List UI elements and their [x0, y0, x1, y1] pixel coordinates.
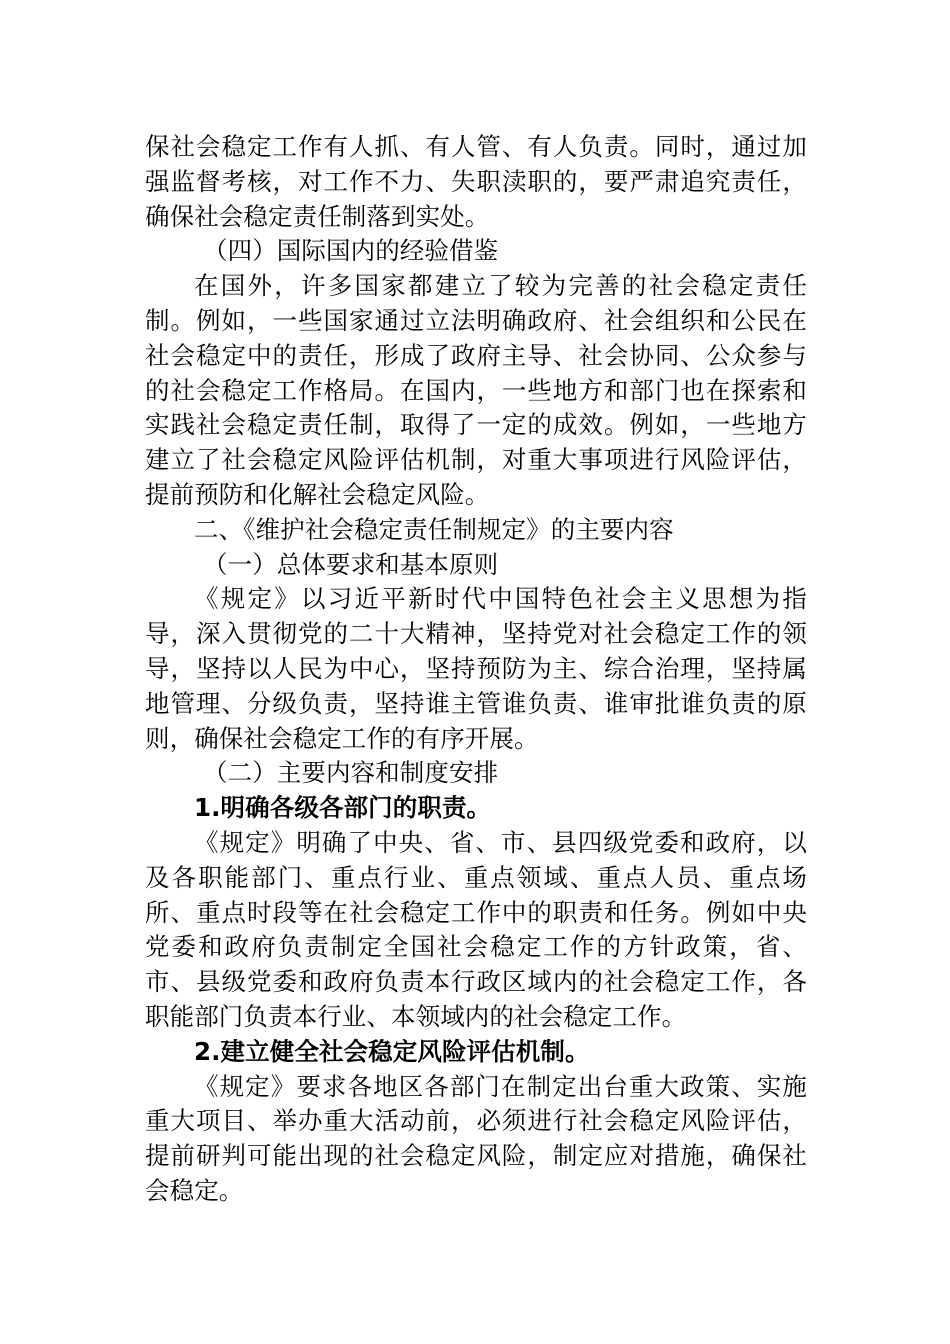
chapter-heading-main-content: 二、《维护社会稳定责任制规定》的主要内容: [194, 514, 674, 544]
section-heading-international-experience: （四）国际国内的经验借鉴: [203, 236, 499, 266]
paragraph-continuation: 保社会稳定工作有人抓、有人管、有人负责。同时，通过加强监督考核，对工作不力、失职渎职的，要严肃追究责任，确保社会稳定责任制落到实处。: [145, 132, 807, 231]
paragraph-risk-assessment: 《规定》要求各地区各部门在制定出台重大政策、实施重大项目、举办重大活动前，必须进行社会稳定风险评估，提前研判可能出现的社会稳定风险，制定应对措施，确保社会稳定。: [145, 1071, 807, 1205]
document-body: [145, 130, 807, 1209]
paragraph-international-experience: 在国外，许多国家都建立了较为完善的社会稳定责任制。例如，一些国家通过立法明确政府、社会组织和公民在社会稳定中的责任，形成了政府主导、社会协同、公众参与的社会稳定工作格局。在国内，一些地方和部门也在探索和实践社会稳定责任制，取得了一定的成效。例如，一些地方建立了社会稳定风险评估机制，对重大事项进行风险评估，提前预防和化解社会稳定风险。: [145, 271, 807, 509]
item-heading-responsibilities: 1.明确各级各部门的职责。: [194, 793, 492, 823]
paragraph-general-requirements: 《规定》以习近平新时代中国特色社会主义思想为指导，深入贯彻党的二十大精神，坚持党对社会稳定工作的领导，坚持以人民为中心，坚持预防为主、综合治理，坚持属地管理、分级负责，坚持谁主管谁负责、谁审批谁负责的原则，确保社会稳定工作的有序开展。: [145, 584, 807, 753]
paragraph-responsibilities: 《规定》明确了中央、省、市、县四级党委和政府，以及各职能部门、重点行业、重点领域、重点人员、重点场所、重点时段等在社会稳定工作中的职责和任务。例如中央党委和政府负责制定全国社会稳定工作的方针政策，省、市、县级党委和政府负责本行政区域内的社会稳定工作，各职能部门负责本行业、本领域内的社会稳定工作。: [145, 827, 807, 1031]
section-heading-general-requirements: （一）总体要求和基本原则: [203, 549, 499, 579]
item-heading-risk-assessment: 2.建立健全社会稳定风险评估机制。: [194, 1036, 590, 1066]
section-heading-main-content: （二）主要内容和制度安排: [203, 758, 499, 788]
